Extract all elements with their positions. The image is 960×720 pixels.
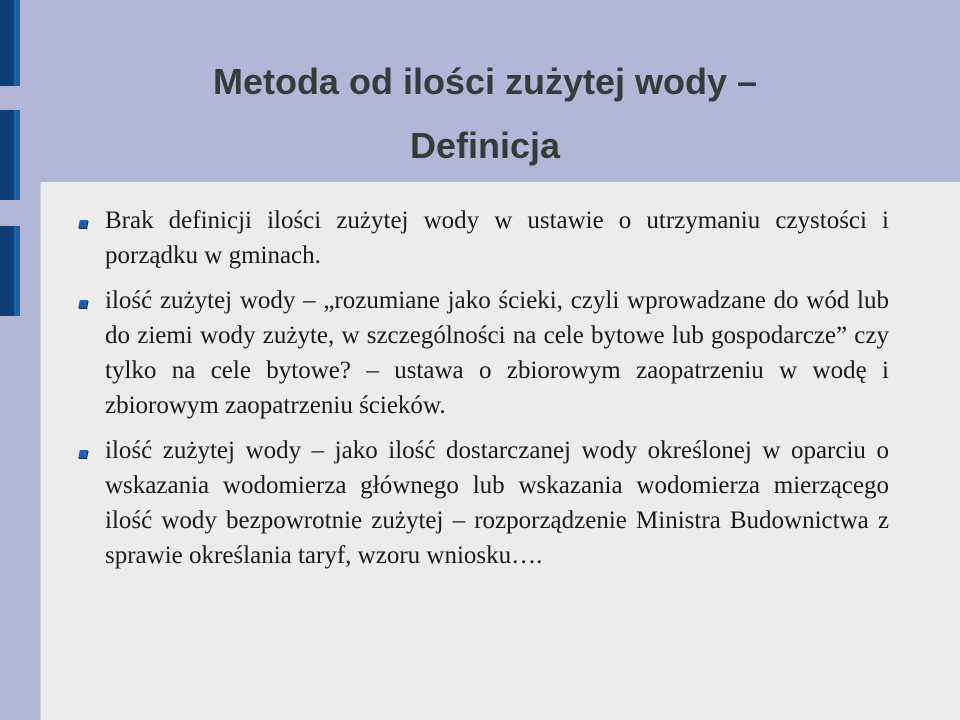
bullet-square-icon [78, 450, 88, 458]
bullet-item-2 [105, 283, 889, 423]
slide-title [70, 50, 900, 178]
accent-bar-top [0, 0, 20, 86]
accent-bar-bottom [0, 226, 20, 316]
bullet-text-1: Brak definicji ilości zużytej wody w ustawie o utrzymaniu czystości i porządku w gminach. [105, 207, 889, 269]
accent-bar-middle [0, 110, 20, 200]
bullet-text-2: ilość zużytej wody – „rozumiane jako ścieki, czyli wprowadzane do wód lub do ziemi wody zużyte, w szczególności na cele bytowe lub gospodarcze” czy tylko na cele bytowe? – ustawa o zbiorowym zaopatrzeniu w wodę i zbiorowym zaopatrzeniu ścieków. [105, 287, 889, 419]
bullet-text-3: ilość zużytej wody – jako ilość dostarczanej wody określonej w oparciu o wskazania wodomierza głównego lub wskazania wodomierza mierzącego ilość wody bezpowrotnie zużytej – rozporządzenie Ministra Budownictwa z sprawie określania taryf, wzoru wniosku…. [105, 437, 889, 569]
bullet-square-icon [78, 300, 88, 308]
bullet-square-icon [78, 220, 88, 228]
slide-title-line1: Metoda od ilości zużytej wody – [212, 61, 758, 102]
bullet-item-3 [105, 433, 889, 573]
bullet-item-1 [105, 203, 889, 273]
bullet-list [105, 203, 889, 583]
slide-title-line2: Definicja [409, 125, 561, 166]
